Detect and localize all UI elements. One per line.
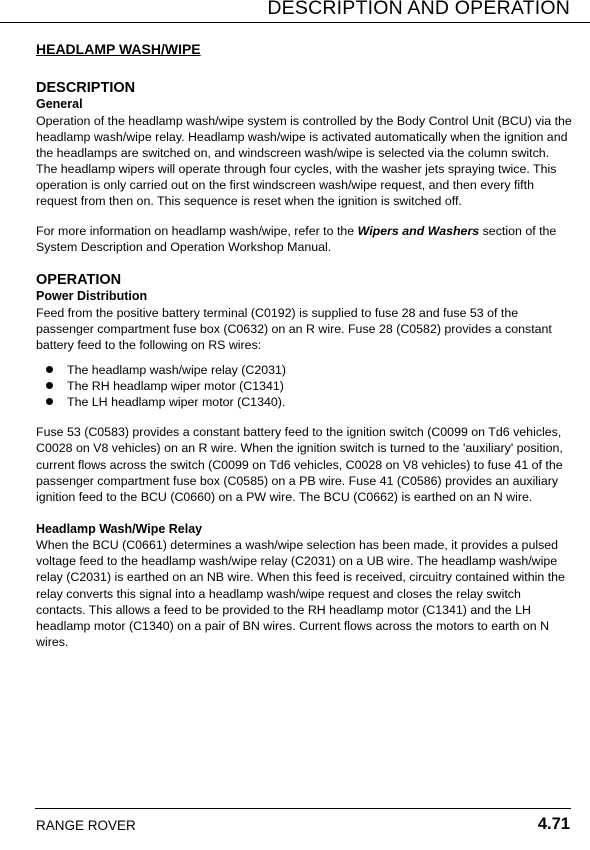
section-title: HEADLAMP WASH/WIPE: [36, 41, 201, 57]
footer-vehicle-name: RANGE ROVER: [36, 818, 136, 833]
list-item: The RH headlamp wiper motor (C1341): [46, 378, 572, 394]
general-subheading: General: [36, 97, 83, 111]
power-distribution-paragraph: Feed from the positive battery terminal (C0192) is supplied to fuse 28 and fuse 53 of the passenger compartment fuse box (C0632) on an R wire. Fuse 28 (C0582) provides a constant battery feed to the following on RS wires:: [36, 305, 552, 352]
footer-rule: [35, 808, 571, 809]
bullet-icon: [46, 366, 53, 373]
bullet-icon: [46, 382, 53, 389]
page-number: 4.71: [537, 815, 570, 833]
fuse-53-paragraph: Fuse 53 (C0583) provides a constant battery feed to the ignition switch (C0099 on Td6 vehicles, C0028 on V8 vehicles) on an R wire. When the ignition switch is turned to the 'auxiliary' position, current flows across the switch (C0099 on Td6 vehicles, C0028 on V8 vehicles) to fuse 41 of the passenger compartment fuse box (C0585) on a PB wire. Fuse 41 (C0586) provides an auxiliary ignition feed to the BCU (C0660) on a PW wire. The BCU (C0662) is earthed on an N wire.: [36, 425, 563, 504]
bullet-icon: [46, 398, 53, 405]
feed-list: [36, 362, 572, 410]
relay-paragraph: When the BCU (C0661) determines a wash/wipe selection has been made, it provides a pulsed voltage feed to the headlamp wash/wipe relay (C2031) on a UB wire. The headlamp wash/wipe relay (C2031) is earthed on an NB wire. When this feed is received, circuitry contained within the relay converts this signal into a headlamp wash/wipe request and closes the relay switch contacts. This allows a feed to be provided to the RH headlamp motor (C1341) and the LH headlamp motor (C1340) on a pair of BN wires. Current flows across the motors to earth on N wires.: [36, 538, 565, 649]
description-paragraph: Operation of the headlamp wash/wipe system is controlled by the Body Control Unit (BCU) via the headlamp wash/wipe relay. Headlamp wash/wipe is activated automatically when the ignition and the headlamps are switched on, and windscreen wash/wipe is selected via the column switch. The headlamp wipers will operate through four cycles, with the washer jets spraying twice. This operation is only carried out on the first windscreen wash/wipe request, and then every fifth request from then on. This sequence is reset when the ignition is switched off.: [36, 113, 572, 208]
relay-subheading: Headlamp Wash/Wipe Relay: [36, 521, 203, 536]
operation-heading: OPERATION: [36, 272, 122, 289]
list-item: The LH headlamp wiper motor (C1340).: [46, 394, 572, 410]
wipers-washers-reference: Wipers and Washers: [357, 224, 480, 239]
reference-text-after: section of the System Description and Operation Workshop Manual.: [36, 224, 557, 255]
power-distribution-subheading: Power Distribution: [36, 289, 148, 304]
reference-paragraph: [36, 223, 572, 255]
list-item: The headlamp wash/wipe relay (C2031): [46, 362, 572, 378]
page-header-title: DESCRIPTION AND OPERATION: [267, 0, 570, 19]
header-rule: [0, 22, 590, 23]
reference-text-before: For more information on headlamp wash/wipe, refer to the: [36, 224, 358, 239]
description-heading: DESCRIPTION: [36, 80, 136, 96]
document-body: [36, 40, 572, 650]
